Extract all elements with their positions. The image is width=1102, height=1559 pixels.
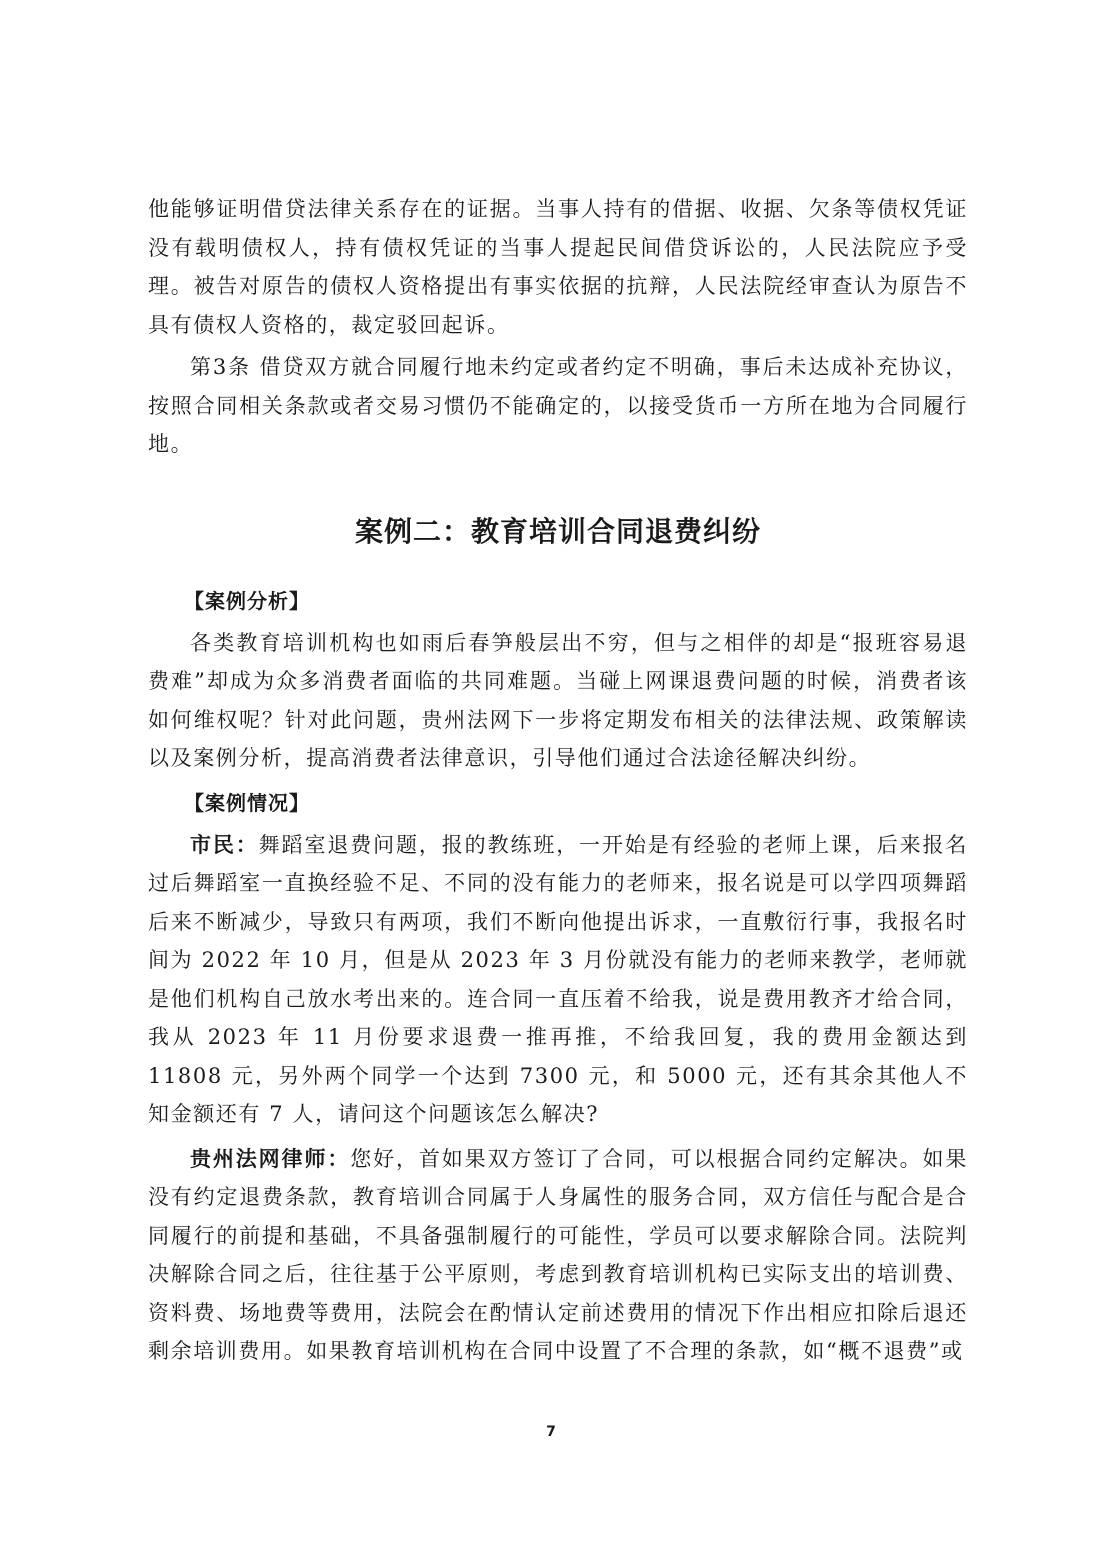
situation-heading: 【案例情况】: [184, 790, 310, 815]
citizen-question: [148, 826, 968, 1134]
document-page: [148, 190, 968, 1371]
lawyer-text: 您好，首如果双方签订了合同，可以根据合同约定解决。如果没有约定退费条款，教育培训合同属于人身属性的服务合同，双方信任与配合是合同履行的前提和基础，不具备强制履行的可能性，学员可以要求解除合同。法院判决解除合同之后，往往基于公平原则，考虑到教育培训机构已实际支出的培训费、资料费、场地费等费用，法院会在酌情认定前述费用的情况下作出相应扣除后退还剩余培训费用。如果教育培训机构在合同中设置了不合理的条款，如“概不退费”或: [148, 1146, 968, 1363]
analysis-heading: 【案例分析】: [184, 588, 310, 613]
continuation-paragraph: 他能够证明借贷法律关系存在的证据。当事人持有的借据、收据、欠条等债权凭证没有载明债权人，持有债权凭证的当事人提起民间借贷诉讼的，人民法院应予受理。被告对原告的债权人资格提出有事实依据的抗辩，人民法院经审查认为原告不具有债权人资格的，裁定驳回起诉。: [148, 197, 968, 337]
article-3-paragraph: 第3条 借贷双方就合同履行地未约定或者约定不明确，事后未达成补充协议，按照合同相关条款或者交易习惯仍不能确定的，以接受货币一方所在地为合同履行地。: [148, 355, 968, 456]
lawyer-answer: [148, 1140, 968, 1371]
lawyer-label: 贵州法网律师：: [190, 1146, 351, 1171]
citizen-text: 舞蹈室退费问题，报的教练班，一开始是有经验的老师上课，后来报名过后舞蹈室一直换经验不足、不同的没有能力的老师来，报名说是可以学四项舞蹈后来不断减少，导致只有两项，我们不断向他提出诉求，一直敷衍行事，我报名时间为 2022 年 10 月，但是从 2023 年 3 月份就没有能力的老师来教学，老师就是他们机构自己放水考出来的。连合同一直压着不给我，说是费用教齐才给合同，我从 2023 年 11 月份要求退费一推再推，不给我回复，我的费用金额达到 11808 元，另外两个同学一个达到 7300 元，和 5000 元，还有其余其他人不知金额还有 7 人，请问这个问题该怎么解决?: [148, 832, 968, 1126]
page-number: 7: [546, 1424, 556, 1440]
analysis-paragraph: 各类教育培训机构也如雨后春笋般层出不穷，但与之相伴的却是“报班容易退费难”却成为众多消费者面临的共同难题。当碰上网课退费问题的时候，消费者该如何维权呢？针对此问题，贵州法网下一步将定期发布相关的法律法规、政策解读以及案例分析，提高消费者法律意识，引导他们通过合法途径解决纠纷。: [148, 630, 968, 770]
case-title: 案例二：教育培训合同退费纠纷: [354, 514, 761, 548]
citizen-label: 市民：: [190, 832, 259, 857]
